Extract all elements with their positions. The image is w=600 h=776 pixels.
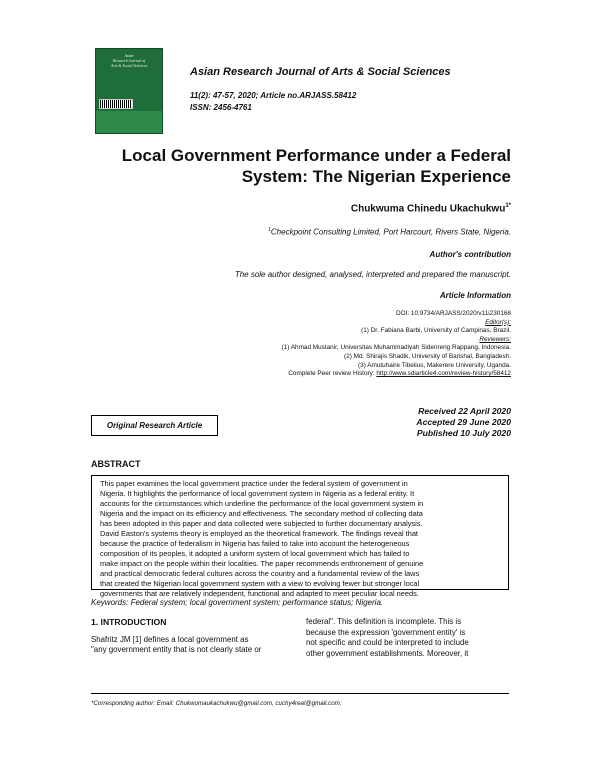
article-type-badge: Original Research Article xyxy=(91,415,218,436)
article-info-heading: Article Information xyxy=(439,291,511,300)
date-published: Published 10 July 2020 xyxy=(416,428,511,438)
reviewer-1: (1) Ahmad Mustanir, Universitas Muhammadiyah Sidenreng Rappang, Indonesia. xyxy=(281,344,511,352)
footnote-divider xyxy=(91,693,509,694)
cover-title: Asian Research Journal of Arts & Social Sciences xyxy=(110,53,148,68)
intro-column-right: federal". This definition is incomplete. This is because the expression 'government entity' is not specific and could be interpreted to include other government establishments. Moreover, it xyxy=(306,617,469,658)
keywords: Keywords: Federal system; local government system; performance status; Nigeria. xyxy=(91,598,384,607)
reviewer-2: (2) Md. Shirajis Shadik, University of Barishal, Bangladesh. xyxy=(344,352,511,360)
author-name: Chukwuma Chinedu Ukachukwu$^{1*}$ xyxy=(350,203,511,215)
review-history-link[interactable]: http://www.sdiarticle4.com/review-history/58412 xyxy=(376,370,511,378)
date-received: Received 22 April 2020 xyxy=(418,406,511,416)
editor: (1) Dr. Fabiana Barbi, University of Campinas, Brazil. xyxy=(361,327,511,335)
section-heading-introduction: 1. INTRODUCTION xyxy=(91,617,167,627)
abstract-heading: ABSTRACT xyxy=(91,459,141,469)
date-accepted: Accepted 29 June 2020 xyxy=(416,417,511,427)
intro-column-left: 1. INTRODUCTION Shafritz JM [1] defines a local government as "any government entity that is not clearly state or xyxy=(91,617,294,656)
article-dates xyxy=(416,406,511,439)
reviewers-label: Reviewers: xyxy=(479,335,511,343)
contribution-heading: Author's contribution xyxy=(429,250,511,259)
journal-volume: 11(2): 47-57, 2020; Article no.ARJASS.58412 xyxy=(190,91,357,100)
journal-issn: ISSN: 2456-4761 xyxy=(190,103,252,112)
journal-cover-image xyxy=(95,48,163,134)
review-history: Complete Peer review History: http://www.sdiarticle4.com/review-history/58412 xyxy=(288,370,511,378)
editor-label: Editor(s): xyxy=(485,318,511,326)
author-affiliation: $^1$Checkpoint Consulting Limited, Port Harcourt, Rivers State, Nigeria. xyxy=(268,227,511,237)
journal-name: Asian Research Journal of Arts & Social Sciences xyxy=(190,66,451,78)
doi: DOI: 10.9734/ARJASS/2020/v11i230168 xyxy=(396,310,511,317)
reviewer-3: (3) Amutuhaire Tibelius, Makerere University, Uganda. xyxy=(358,361,511,369)
corresponding-author-footnote: *Corresponding author: Email: Chukwumaukachukwu@gmail.com, cuchy4real@gmail.com; xyxy=(91,700,342,707)
contribution-text: The sole author designed, analysed, interpreted and prepared the manuscript. xyxy=(234,270,511,279)
paper-title: Local Government Performance under a Federal System: The Nigerian Experience xyxy=(121,146,511,186)
article-info xyxy=(282,310,511,379)
abstract-body: This paper examines the local government practice under the federal system of government in Nigeria. It highlights the performance of local government system in Nigeria as a federal entity. It accounts for the circumstances which underline the performance of the local government system in Nigeria and the impact on its efficiency and effectiveness. The secondary method of collecting data has been adopted in this paper and data collected were subjected to further documentary analysis. David Easton's systems theory is employed as the theoretical framework. The findings reveal that because the practice of federalism in Nigeria has failed to take into account the heterogeneous composition of its peoples, it adopted a uniform system of local government which has failed to make impact on the people within their localities. The paper recommends enthronement of genuine and practical democratic federal cultures across the country and a fundamental review of the laws that created the Nigerian local government system with a view to evolving fewer but stronger local governments that are relatively independent, functional and adapted to meet peculiar local needs. xyxy=(91,475,509,590)
barcode-icon xyxy=(99,99,133,109)
cover-band xyxy=(96,111,162,133)
